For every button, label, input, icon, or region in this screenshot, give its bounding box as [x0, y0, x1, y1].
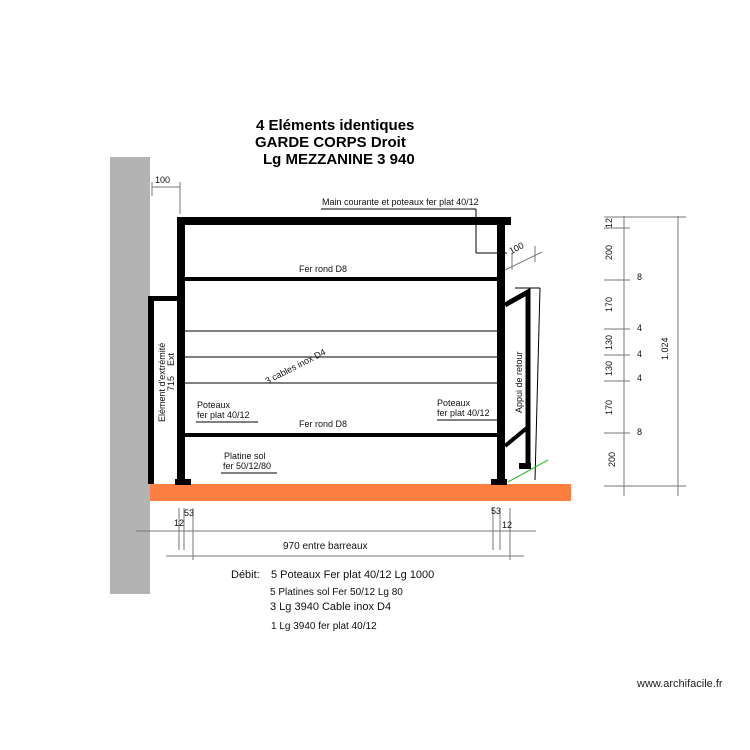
dim-right-thick-4: 4	[637, 373, 643, 383]
handrail	[177, 217, 511, 225]
post-right-label-2: fer plat 40/12	[437, 408, 490, 418]
base-plate-left	[175, 479, 191, 485]
debit-item-3: 3 Lg 3940 Cable inox D4	[270, 601, 392, 613]
spacing-label: 970 entre barreaux	[283, 541, 368, 552]
post-right-label-1: Poteaux	[437, 398, 471, 408]
base-plate-label-1: Platine sol	[224, 451, 266, 461]
post-left	[177, 217, 185, 484]
dim-right-thick-5: 8	[637, 427, 643, 437]
dim-right-seg-4: 130	[604, 334, 614, 350]
dim-right-thick-1: 8	[637, 272, 643, 282]
return-support	[505, 288, 548, 482]
dim-12-left: 12	[174, 518, 185, 528]
cables-label: 3 cables inox D4	[263, 346, 328, 386]
dim-right-seg-5: 130	[604, 360, 614, 376]
dim-right-thick-3: 4	[637, 349, 643, 359]
dim-right-seg-3: 170	[604, 296, 614, 312]
wall	[110, 157, 150, 594]
dim-53-left: 53	[184, 508, 195, 518]
railing-frame	[148, 217, 531, 485]
dim-100-top	[152, 182, 180, 214]
end-element-post	[148, 296, 154, 484]
dim-bottom	[136, 508, 536, 560]
dim-right-seg-1: 12	[604, 217, 614, 228]
debit-item-1: 5 Poteaux Fer plat 40/12 Lg 1000	[271, 569, 435, 581]
round-bar-top-label: Fer rond D8	[299, 264, 348, 274]
dim-right-total: 1.024	[660, 337, 670, 360]
debit-heading: Débit:	[231, 569, 260, 581]
dim-right-seg-7: 200	[607, 451, 617, 467]
title-line-3: Lg MEZZANINE 3 940	[263, 151, 415, 168]
base-plate-right	[491, 479, 507, 485]
end-element-ext-label: Ext	[166, 352, 176, 366]
base-plate-label-2: fer 50/12/80	[223, 461, 272, 471]
title-line-2: GARDE CORPS Droit	[255, 134, 406, 151]
debit-item-2: 5 Platines sol Fer 50/12 Lg 80	[270, 587, 403, 598]
dim-100-diag-label: 100	[507, 240, 526, 256]
round-bar-top	[185, 277, 497, 281]
watermark: www.archifacile.fr	[637, 678, 723, 690]
return-support-label: Appui de retour	[514, 351, 524, 413]
title-line-1: 4 Eléments identiques	[256, 117, 415, 134]
round-bar-bottom-label: Fer rond D8	[299, 419, 348, 429]
dim-100-top-label: 100	[155, 175, 171, 185]
post-right	[497, 217, 505, 484]
floor-slab	[150, 484, 571, 501]
dim-right-seg-2: 200	[604, 244, 614, 260]
dim-53-right: 53	[491, 506, 502, 516]
dim-right-thick-2: 4	[637, 323, 643, 333]
end-element-height-label: 715	[166, 375, 176, 391]
debit-item-4: 1 Lg 3940 fer plat 40/12	[271, 621, 377, 632]
dim-12-right: 12	[502, 520, 513, 530]
post-left-label-2: fer plat 40/12	[197, 410, 250, 420]
post-left-label-1: Poteaux	[197, 400, 231, 410]
handrail-label: Main courante et poteaux fer plat 40/12	[322, 197, 479, 207]
round-bar-bottom	[185, 433, 497, 437]
end-element-label: Elément d'extrémité	[157, 342, 167, 422]
dim-right-seg-6: 170	[604, 399, 614, 415]
